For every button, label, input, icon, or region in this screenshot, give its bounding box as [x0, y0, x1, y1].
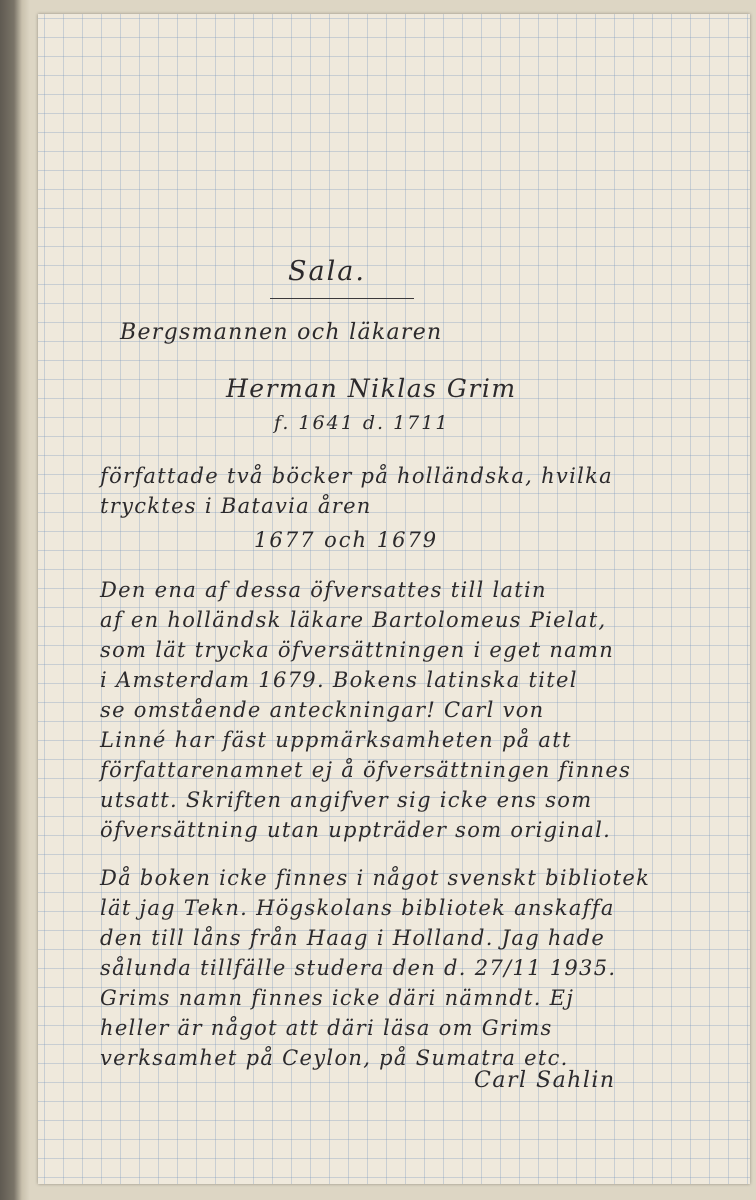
subtitle: Bergsmannen och läkaren	[120, 320, 443, 345]
paragraph3-line: sålunda tillfälle studera den d. 27/11 1935.	[100, 956, 617, 980]
paragraph2-line: utsatt. Skriften angifver sig icke ens som	[100, 788, 593, 812]
paragraph2-line: se omstående anteckningar! Carl von	[100, 698, 545, 722]
graph-paper-sheet	[38, 14, 750, 1184]
title-underline	[270, 298, 414, 299]
paragraph2-line: i Amsterdam 1679. Bokens latinska titel	[100, 668, 578, 692]
paragraph3-line: den till låns från Haag i Holland. Jag hade	[100, 926, 606, 950]
intro-line: författade två böcker på holländska, hvilka	[100, 464, 613, 488]
paragraph3-line: Då boken icke finnes i något svenskt bibliotek	[100, 866, 651, 890]
paragraph2-line: författarenamnet ej å öfversättningen finnes	[100, 758, 632, 782]
paragraph3-line: heller är något att däri läsa om Grims	[100, 1016, 553, 1040]
paragraph3-line: Grims namn finnes icke däri nämndt. Ej	[100, 986, 575, 1010]
intro-line: 1677 och 1679	[254, 528, 439, 552]
paragraph2-line: öfversättning utan uppträder som original.	[100, 818, 612, 842]
intro-line: trycktes i Batavia åren	[100, 494, 372, 518]
life-dates: f. 1641 d. 1711	[274, 412, 450, 434]
paragraph3-line: lät jag Tekn. Högskolans bibliotek anskaffa	[100, 896, 615, 920]
paragraph2-line: af en holländsk läkare Bartolomeus Pielat,	[100, 608, 607, 632]
paragraph2-line: Den ena af dessa öfversattes till latin	[100, 578, 547, 602]
signature: Carl Sahlin	[474, 1068, 616, 1093]
person-name: Herman Niklas Grim	[226, 374, 517, 403]
paragraph2-line: Linné har fäst uppmärksamheten på att	[100, 728, 572, 752]
document-title: Sala.	[288, 256, 366, 287]
paragraph2-line: som lät trycka öfversättningen i eget namn	[100, 638, 615, 662]
paragraph3-line: verksamhet på Ceylon, på Sumatra etc.	[100, 1046, 569, 1070]
